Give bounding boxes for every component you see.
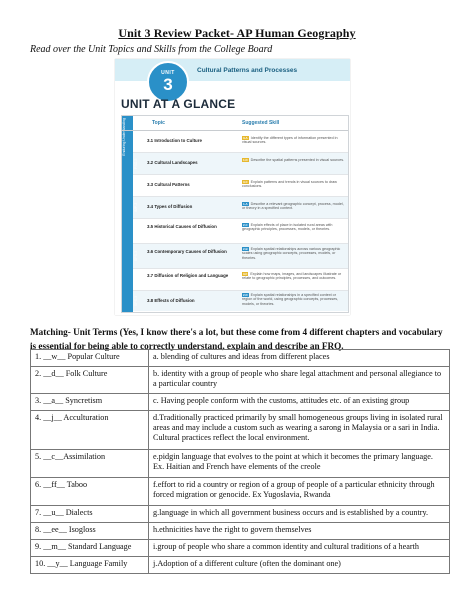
skill-text: Explain spatial relationships in a specified context or region of the world, using geographic concepts, processes, models, or theories. [242, 293, 339, 306]
group-label: PSO-3 [134, 136, 138, 147]
skill-column-header: Suggested Skill [242, 120, 280, 126]
table-row [31, 367, 450, 394]
table-row [31, 450, 450, 478]
skill-tag: 3.F [243, 272, 248, 276]
skill-tag: 3.A [243, 136, 248, 140]
definition-cell: c. Having people conform with the customs, attitudes etc. of an existing group [149, 394, 450, 411]
term-cell: 7. __u__ Dialects [31, 506, 149, 523]
topic-label: 3.7 Diffusion of Religion and Language [147, 273, 229, 278]
topic-column-header: Topic [152, 120, 165, 126]
table-header [122, 116, 348, 131]
definition-cell: i.group of people who share a common identity and cultural traditions of a hearth [149, 540, 450, 557]
badge-label: UNIT [161, 70, 175, 76]
group-label: SPS-3 [134, 295, 138, 307]
term-cell: 1. __w__ Popular Culture [31, 350, 149, 367]
topic-row [133, 197, 348, 219]
table-row [31, 478, 450, 506]
topic-row [133, 175, 348, 197]
topic-label: 3.4 Types of Diffusion [147, 204, 193, 209]
unit-at-a-glance-image [115, 59, 350, 315]
topic-label: 3.3 Cultural Patterns [147, 182, 190, 187]
definition-cell: a. blending of cultures and ideas from different places [149, 350, 450, 367]
skill-text: Describe a relevant geographic concept, process, model, or theory in a specified context. [242, 202, 344, 211]
skill-tag: 1.A [243, 202, 248, 206]
term-cell: 10. __y__ Language Family [31, 557, 149, 574]
term-cell: 3. __a__ Syncretism [31, 394, 149, 411]
skill-tag: 1.D [243, 158, 248, 162]
definition-cell: d.Traditionally practiced primarily by small homogeneous groups living in isolated rural areas and may include a custom such as wearing a sarong in Malaysia or a sari in India. Cultural practices reflect the local environment. [149, 411, 450, 450]
table-row [31, 411, 450, 450]
group-label: SPS-3 [134, 225, 138, 237]
table-row [31, 540, 450, 557]
side-label: Enduring Understanding [122, 118, 126, 156]
banner-title: Cultural Patterns and Processes [197, 67, 298, 74]
matching-instructions: Matching- Unit Terms (Yes, I know there's a lot, but these come from 4 different chapters and vocabulary is essential for being able to correctly understand, explain and describe an FRQ. [30, 327, 443, 351]
topic-row [133, 244, 348, 269]
glance-heading: UNIT AT A GLANCE [121, 97, 236, 111]
side-bar [122, 116, 133, 312]
skill-text: Identify the different types of information presented in visual sources. [242, 136, 338, 145]
packet-title: Unit 3 Review Packet- AP Human Geography [118, 26, 356, 40]
matching-table [30, 349, 450, 574]
group-label: PSO-3 [134, 180, 138, 191]
skill-tag: 2.B [243, 247, 248, 251]
topic-row [133, 153, 348, 175]
topic-label: 3.8 Effects of Diffusion [147, 298, 195, 303]
topic-row [133, 269, 348, 291]
term-cell: 5. __c__Assimilation [31, 450, 149, 478]
definition-cell: e.pidgin language that evolves to the point at which it becomes the primary language. Ex. Haitian and French have elements of the creole [149, 450, 450, 478]
definition-cell: b. identity with a group of people who share legal attachment and personal allegiance to a particular country [149, 367, 450, 394]
table-row [31, 394, 450, 411]
term-cell: 8. __ee__ Isogloss [31, 523, 149, 540]
topic-row [133, 131, 348, 153]
topic-label: 3.5 Historical Causes of Diffusion [147, 224, 217, 229]
group-label: IMP-3 [134, 274, 138, 285]
skill-text: Explain patterns and trends in visual sources to draw conclusions. [242, 180, 337, 189]
skill-text: Explain how maps, images, and landscapes illustrate or relate to geographic principles, processes, and outcomes. [242, 272, 342, 281]
table-row [31, 523, 450, 540]
topic-skill-table [121, 115, 349, 313]
definition-cell: f.effort to rid a country or region of a group of people of a particular ethnicity through forced migration or genocide. Ex Yugoslavia, Rwanda [149, 478, 450, 506]
skill-text: Explain effects of place in isolated rural areas with geographic principles, processes, models, or theories. [242, 223, 333, 232]
badge-number: 3 [163, 75, 173, 94]
topic-label: 3.2 Cultural Landscapes [147, 160, 198, 165]
topic-row [133, 291, 348, 311]
topic-label: 3.6 Contemporary Causes of Diffusion [147, 249, 227, 254]
skill-tag: 2.D [243, 293, 248, 297]
term-cell: 6. __ff__ Taboo [31, 478, 149, 506]
skill-text: Describe the spatial patterns presented in visual sources. [250, 158, 345, 162]
table-row [31, 350, 450, 367]
packet-subtitle: Read over the Unit Topics and Skills from the College Board [30, 44, 273, 55]
term-cell: 2. __d__ Folk Culture [31, 367, 149, 394]
skill-tag: 2.C [243, 223, 248, 227]
skill-tag: 3.C [243, 180, 248, 184]
table-row [31, 557, 450, 574]
group-label: IMP-3 [134, 202, 138, 213]
topic-label: 3.1 Introduction to Culture [147, 138, 202, 143]
group-label: PSO-3 [134, 158, 138, 169]
term-cell: 4. __j__ Acculturation [31, 411, 149, 450]
group-label: SPS-3 [134, 250, 138, 262]
definition-cell: g.language in which all government business occurs and is established by a country. [149, 506, 450, 523]
definition-cell: h.ethnicities have the right to govern themselves [149, 523, 450, 540]
table-row [31, 506, 450, 523]
term-cell: 9. __m__ Standard Language [31, 540, 149, 557]
topic-row [133, 219, 348, 244]
definition-cell: j.Adoption of a different culture (often the dominant one) [149, 557, 450, 574]
skill-text: Explain spatial relationships across various geographic scales using geographic concepts, processes, models, or theories. [242, 247, 341, 260]
